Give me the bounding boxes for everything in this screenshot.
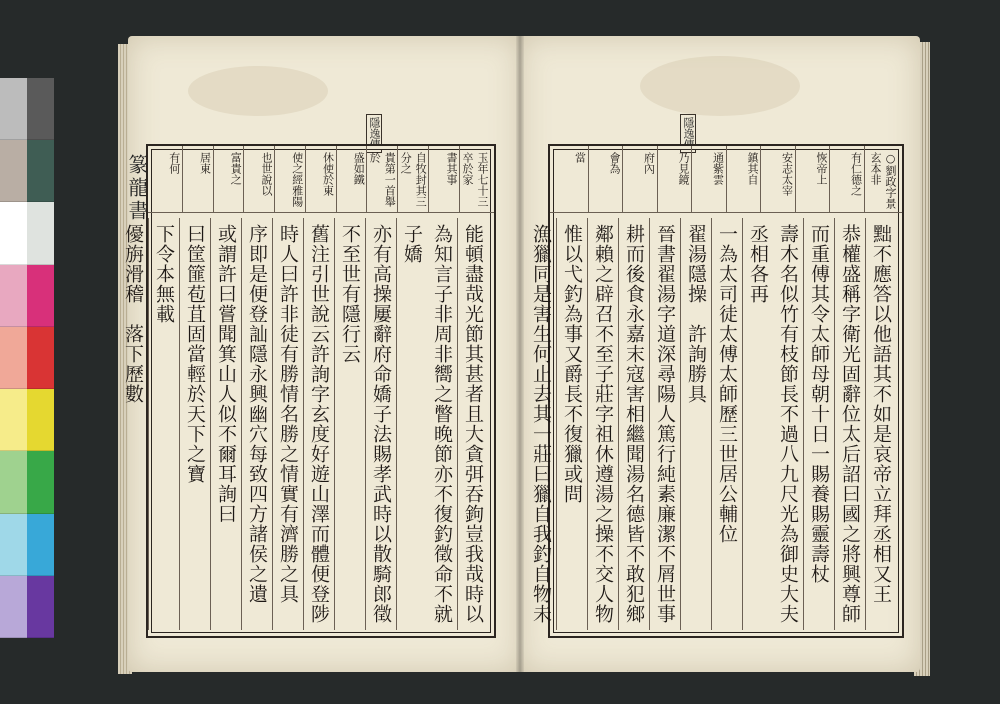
text-column: 漁獵同是害生何止去其一莊曰獵自我釣自物未 <box>530 224 552 624</box>
text-column: 亦有高操屢辭府命嬌子法賜孝武時以散騎郎徵 <box>365 218 396 630</box>
text-column: 為知言子非周非嚮之瞥晚節亦不復釣徵命不就子嬌 <box>396 218 457 630</box>
text-column: 翟湯隱操 許詢勝具 <box>680 218 711 630</box>
right-text-frame <box>530 144 904 638</box>
text-column: 黜不應答以他語其不如是哀帝立拜丞相又王 <box>865 218 896 630</box>
text-column: 一為太司徒太傅太師歷三世居公輔位 <box>711 218 742 630</box>
commentary-column: 貴第一首舉於 <box>366 146 397 212</box>
color-swatch <box>0 327 27 389</box>
commentary-column: 書其事 <box>428 146 459 212</box>
commentary-column: 恢帝上 <box>795 146 830 212</box>
text-column: 而重傅其令太師母朝十日一賜養賜靈壽杖 <box>803 218 834 630</box>
color-swatch <box>27 576 54 638</box>
right-commentary-band <box>550 146 902 213</box>
commentary-column: 使之經雅陽 <box>274 146 305 212</box>
left-commentary-band <box>148 146 494 213</box>
text-column: 優旃滑稽 落下歷數 <box>122 224 144 404</box>
color-swatch <box>0 265 27 327</box>
commentary-column: 通紫雲 <box>691 146 726 212</box>
right-running-header: 隱逸傳 <box>680 114 696 153</box>
commentary-column: 鎮其自 <box>726 146 761 212</box>
commentary-column: 乃見鏡 <box>657 146 692 212</box>
text-column: 恭權盛稱字衛光固辭位太后詔曰國之將興尊師 <box>834 218 865 630</box>
color-swatch <box>27 202 54 264</box>
commentary-column: 休使於東 <box>305 146 336 212</box>
commentary-column: 玉年七十三卒於家 <box>459 146 490 212</box>
color-swatch <box>0 78 27 140</box>
commentary-column: 盛如鐵 <box>336 146 367 212</box>
text-column: 壽木名似竹有枝節長不過八九尺光為御史大夫丞相各再 <box>742 218 803 630</box>
color-swatch <box>27 389 54 451</box>
color-swatch <box>27 514 54 576</box>
paper-stain <box>640 56 800 116</box>
commentary-column: 自牧封其三分之 <box>397 146 428 212</box>
text-column: 下令本無載 <box>148 218 179 630</box>
commentary-column: 居東 <box>182 146 213 212</box>
color-swatch <box>0 389 27 451</box>
left-running-header: 隱逸傳 <box>366 114 382 153</box>
color-swatch <box>27 327 54 389</box>
color-swatch <box>0 202 27 264</box>
text-column: 舊注引世說云許詢字玄度好遊山澤而體便登陟 <box>303 218 334 630</box>
color-swatch <box>0 451 27 513</box>
text-column: 序即是便登訕隱永興幽穴每致四方諸侯之遺 <box>241 218 272 630</box>
commentary-column: ○劉政字景玄本非 <box>864 146 899 212</box>
text-column: 不至世有隱行云 <box>334 218 365 630</box>
text-column: 晉書翟湯字道深尋陽人篤行純素廉潔不屑世事 <box>649 218 680 630</box>
color-swatch <box>27 451 54 513</box>
commentary-column: 當 <box>573 152 587 163</box>
paper-stain <box>188 66 328 116</box>
commentary-column: 有何 <box>167 152 181 174</box>
commentary-column: 安志太宰 <box>760 146 795 212</box>
text-column: 曰筐篚苞苴固當輕於天下之寶 <box>179 218 210 630</box>
color-swatch <box>0 140 27 202</box>
commentary-column: 會為 <box>588 146 623 212</box>
color-swatch <box>27 265 54 327</box>
left-main-text <box>122 212 494 636</box>
open-book <box>118 36 930 676</box>
book-gutter <box>516 36 524 672</box>
commentary-column: 府內 <box>622 146 657 212</box>
text-column: 能頓盡哉光節其甚者且大貪弭吞鉤豈我哉時以 <box>457 218 488 630</box>
text-column: 時人曰許非徒有勝情名勝之情實有濟勝之具 <box>272 218 303 630</box>
color-calibration-strip <box>0 78 54 638</box>
commentary-column: 也世說以 <box>243 146 274 212</box>
commentary-column: 富貴之 <box>213 146 244 212</box>
color-swatch <box>0 576 27 638</box>
commentary-column: 有仁德之 <box>829 146 864 212</box>
right-main-text <box>530 212 902 636</box>
text-column: 或謂許曰嘗聞箕山人似不爾耳詢曰 <box>210 218 241 630</box>
text-column: 耕而後食永嘉末寇害相繼聞湯名德皆不敢犯鄉 <box>618 218 649 630</box>
color-swatch <box>0 514 27 576</box>
left-chapter-heading: 篆龍書 <box>125 154 149 223</box>
text-column: 惟以弋釣為事又爵長不復獵或問 <box>556 218 587 630</box>
color-swatch <box>27 78 54 140</box>
text-column: 鄰賴之辟召不至子莊字祖休遵湯之操不交人物 <box>587 218 618 630</box>
color-swatch <box>27 140 54 202</box>
